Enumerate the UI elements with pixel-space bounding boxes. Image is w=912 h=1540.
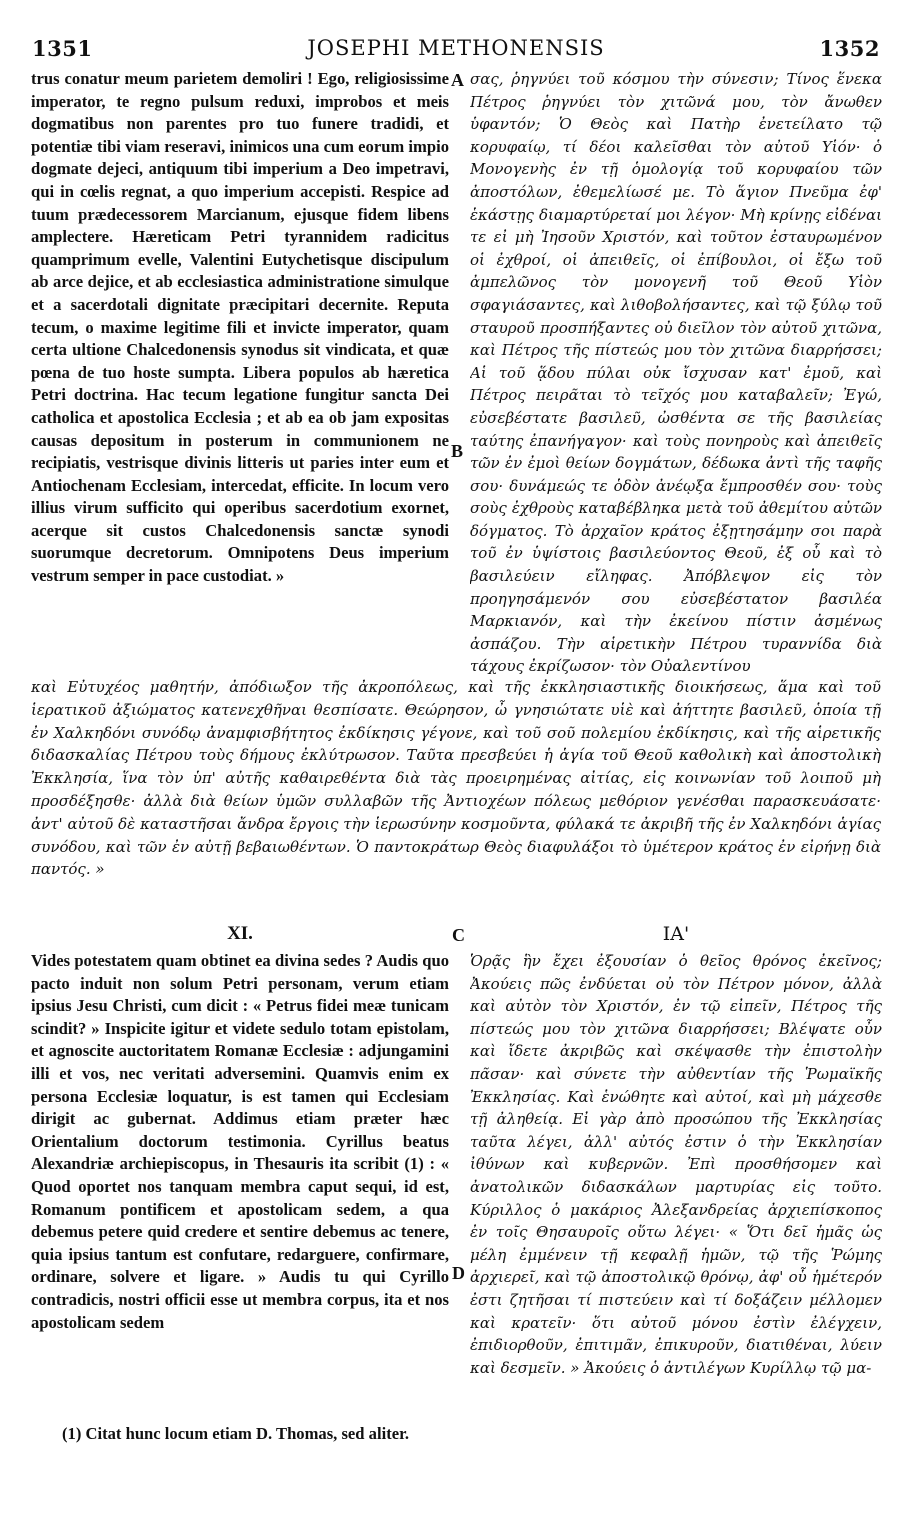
running-title: JOSEPHI METHONENSIS (307, 36, 605, 60)
greek-paragraph-bottom: Ὁρᾷς ἣν ἔχει ἐξουσίαν ὁ θεῖος θρόνος ἐκεῖνος; Ἀκούεις πῶς ἐνδύεται οὐ τὸν Πέτρον μόνον, ἀλλὰ καὶ αὐτὸν τὸν Χριστόν, ἐν τῷ εἰπεῖν, Πέτρος τῆς πίστεώς μου τὸν χιτῶνα διαρρήσσει; Βλέψατε οὖν καὶ ἴδετε ἀκριβῶς καὶ σκέψασθε τὴν ἐπιστολὴν πᾶσαν· καὶ σύνετε τὴν αὐθεντίαν τῆς Ῥωμαϊκῆς Ἐκκλησίας. Καὶ ἑνώθητε καὶ αὐτοί, καὶ μὴ μάχεσθε τῇ ἀληθείᾳ. Εἰ γὰρ ἀπὸ προσώπου τῆς Ἐκκλησίας ταῦτα λέγει, ἀλλ' αὐτός ἐστιν ὁ τὴν Ἐκκλησίαν ἰθύνων καὶ κυβερνῶν. Ἐπὶ προσθήσομεν καὶ ἀνατολικῶν διδασκάλων μαρτυρίας εἰς τοῦτο. Κύριλλος ὁ μακάριος Ἀλεξανδρείας ἀρχιεπίσκοπος ἐν τοῖς Θησαυροῖς οὕτω λέγει· « Ὅτι δεῖ ἡμᾶς ὡς μέλη ἐμμένειν τῇ κεφαλῇ ἡμῶν, τῷ τῆς Ῥώμης ἀρχιερεῖ, καὶ τῷ ἀποστολικῷ θρόνῳ, ἀφ' οὗ ἡμέτερόν ἐστι ζητῆσαι τί πιστεύειν καὶ τί δοξάζειν μέλλομεν καὶ κρατεῖν· ὅτι αὐτοῦ μόνου ἐστὶν ἐλέγχειν, ἐπιδιορθοῦν, ἐπιτιμᾶν, ἐπικυροῦν, διατιθέναι, λύειν καὶ δεσμεῖν. » Ἀκούεις ὁ ἀντιλέγων Κυρίλλῳ τῷ μα- (470, 952, 882, 1377)
page-number-right: 1352 (819, 36, 880, 61)
section-heading-greek: ΙΑ' (662, 923, 690, 945)
latin-paragraph-top: trus conatur meum parietem demoliri ! Ego, religiosissime imperator, te regno pulsum reduxi, improbos et meis dogmatibus non parentes pro tuo funere tradidi, et potentiæ tibi viam reseravi, inimicos una cum eorum impio dogmate dejeci, antiquum tibi imperium a Deo impetravi, qui in cœlis regnat, a quo imperium accepisti. Respice ad tuum prædecessorem Marcianum, ejusque fidem libens amplectere. Hæreticam Petri tyrannidem radicitus quamprimum evelle, Valentini Eutychetisque discipulum ab arce dejice, et ab ecclesiastica administratione simulque et a sacerdotali dignitate præcipitari decernite. Reputa tecum, o maxime legitime fili et invicte imperator, quam certa ultione Chalcedonensis synodus sit vindicata, et quæ pœna de tuo hoste sumpta. Libera populos ab hæretica Petri doctrina. Hac tecum legatione fungitur sancta Dei catholica et apostolica Ecclesia ; et ab ea ob jam expositas causas depositum in posterum in communionem ne recipiatis, vestrisque divinis litteris ut paries inter eum et Antiochenam Ecclesiam, intercedat, efficite. In locum vero illius virum sufficito qui operibus sacerdotium exornet, acerque sit custos Chalcedonensis sanctæ synodi suorumque decretorum. Omnipotens Deus imperium vestrum semper in pace custodiat. » (31, 69, 449, 586)
marker-b: B (451, 441, 464, 461)
greek-paragraph-full: καὶ Εὐτυχέος μαθητήν, ἀπόδιωξον τῆς ἀκροπόλεως, καὶ τῆς ἐκκλησιαστικῆς διοικήσεως, ἅμα καὶ τοῦ ἱερατικοῦ ἀξιώματος κατενεχθῆναι θεσπίσατε. Θεώρησον, ὦ γνησιώτατε υἱὲ καὶ ἀήττητε βασιλεῦ, ὁποία τῇ ἐν Χαλκηδόνι συνόδῳ ἀναμφισβήτητος ἐκδίκησις γέγονε, καὶ τοῦ σοῦ πολεμίου ἐκδίκησις, καὶ τῆς αἱρετικῆς διδασκαλίας Πέτρου τοὺς δήμους ἐκλύτρωσον. Ταῦτα πρεσβεύει ἡ ἁγία τοῦ Θεοῦ καθολικὴ καὶ ἀποστολικὴ Ἐκκλησία, ἵνα τὸν ὑπ' αὐτῆς καθαιρεθέντα διὰ τὰς προειρημένας αἰτίας, εἰς κοινωνίαν τοῦ λοιποῦ μὴ προσδέξησθε· ἀλλὰ διὰ θείων ὑμῶν συλλαβῶν τῆς Ἀντιοχέων πόλεως μεθόριον γενέσθαι παρασκευάσατε· ἀντ' αὐτοῦ δὲ καταστῆσαι ἄνδρα ἔργοις τὴν ἱερωσύνην κοσμοῦντα, φύλακά τε ἀκριβῆ τῆς ἐν Χαλκηδόνι ἁγίας συνόδου, καὶ τῶν ἐν αὐτῇ βεβαιωθέντων. Ὁ παντοκράτωρ Θεὸς διαφυλάξοι τὸ ὑμέτερον κράτος ἐν εἰρήνῃ διὰ παντός. » (31, 678, 881, 879)
marker-a: A (451, 70, 464, 90)
footnote: (1) Citat hunc locum etiam D. Thomas, sed aliter. (62, 1424, 410, 1443)
latin-paragraph-bottom: Vides potestatem quam obtinet ea divina sedes ? Audis quo pacto induit non solum Petri personam, verum etiam ipsius Jesu Christi, cum dicit : « Petrus fidei meæ tunicam scindit? » Inspicite igitur et videte sedulo totam epistolam, et agnoscite auctoritatem Romanæ Ecclesiæ : adjungamini illi et vos, nec veritati adversemini. Quamvis enim ex persona Ecclesiæ loquatur, is est tamen qui Ecclesiam dirigit ac gubernat. Addimus etiam præter hæc Orientalium doctorum testimonia. Cyrillus beatus Alexandriæ archiepiscopus, in Thesauris ita scribit (1) : « Quod oportet nos tanquam membra caput sequi, id est, Romanum pontificem et apostolicam sedem, a qua debemus petere quid credere et sentire debemus ac tenere, quia ipsius tantum est confutare, redarguere, confirmare, ordinare, solvere et ligare. » Audis tu qui Cyrillo contradicis, nostri officii esse ut membra corpus, ita et nos apostolicam sedem (31, 951, 449, 1332)
latin-column-bottom (31, 950, 449, 1406)
page-header (32, 36, 880, 64)
latin-column-top (31, 68, 449, 676)
marker-d: D (452, 1263, 465, 1283)
greek-paragraph-top: σας, ῥηγνύει τοῦ κόσμου τὴν σύνεσιν; Τίνος ἕνεκα Πέτρος ῥηγνύει τὸν χιτῶνά μου, τὸν ἄνωθεν ὑφαντόν; Ὁ Θεὸς καὶ Πατὴρ ἐνετείλατο τῷ κορυφαίῳ, τί δέοι καλεῖσθαι τὸν αὐτοῦ Υἱόν· ὁ Μονογενὴς ἐν τῇ ὁμολογίᾳ τοῦ κορυφαίου τῶν ἀποστόλων, ἐθεμελίωσέ με. Τὸ ἅγιον Πνεῦμα ἐφ' ἑκάστῃς διαμαρτύρεταί μοι λέγον· Μὴ κρίνῃς εἰδέναι τε εἰ μὴ Ἰησοῦν Χριστόν, καὶ τοῦτον ἐσταυρωμένον οἱ ἐχθροί, οἱ ἀπειθεῖς, οἱ ἐπίβουλοι, οἱ ἔξω τοῦ ἀμπελῶνος τὸν μονογενῆ τοῦ Θεοῦ Υἱὸν σφαγιάσαντες, καὶ λιθοβολήσαντες, καὶ τῷ ξύλῳ τοῦ σταυροῦ προσπήξαντες οὐ διεῖλον τὸν αὐτοῦ χιτῶνα, καὶ Πέτρος τῆς πίστεώς μου τὸν χιτῶνα διαρρήσσει; Αἱ τοῦ ᾅδου πύλαι οὐκ ἴσχυσαν κατ' ἐμοῦ, καὶ Πέτρος πειρᾶται τὸ τεῖχός μου καταβαλεῖν; Ἐγώ, εὐσεβέστατε βασιλεῦ, ὠσθέντα σε τῆς βασιλείας ταύτης ἐπανήγαγον· καὶ τοὺς πονηροὺς καὶ ἀπειθεῖς τῶν ἐν ἐμοὶ θείων δογμάτων, δέδωκα ἀντὶ τῆς ταφῆς σου· δυνάμεώς τε ὁδὸν ἀνέῳξα ἔμπροσθέν σου· τοὺς σοὺς ἐχθροὺς καταβέβληκα μετὰ τοῦ ἀθεμίτου αὐτῶν δόγματος. Τὸ ἀρχαῖον κράτος ἐξῃτησάμην σοι παρὰ τοῦ ἐν ὑψίστοις βασιλεύοντος Θεοῦ, ἐξ οὗ καὶ τὸ βασιλεύειν εἴληφας. Ἀπόβλεψον εἰς τὸν προηγησάμενόν σου εὐσεβέστατον βασιλέα Μαρκιανόν, καὶ τὴν ἐκείνου πίστιν ἀσμένως ἀσπάζου. Τὴν αἱρετικὴν Πέτρου τυραννίδα διὰ τάχους ἐκρίζωσον· τὸν Οὐαλεντίνου (470, 70, 882, 676)
page-number-left: 1351 (32, 36, 93, 61)
greek-column-bottom (470, 950, 882, 1406)
section-heading-latin: XI. (227, 923, 253, 944)
greek-full-width-block (31, 676, 881, 884)
greek-column-top (470, 68, 882, 676)
marker-c: C (452, 925, 465, 945)
